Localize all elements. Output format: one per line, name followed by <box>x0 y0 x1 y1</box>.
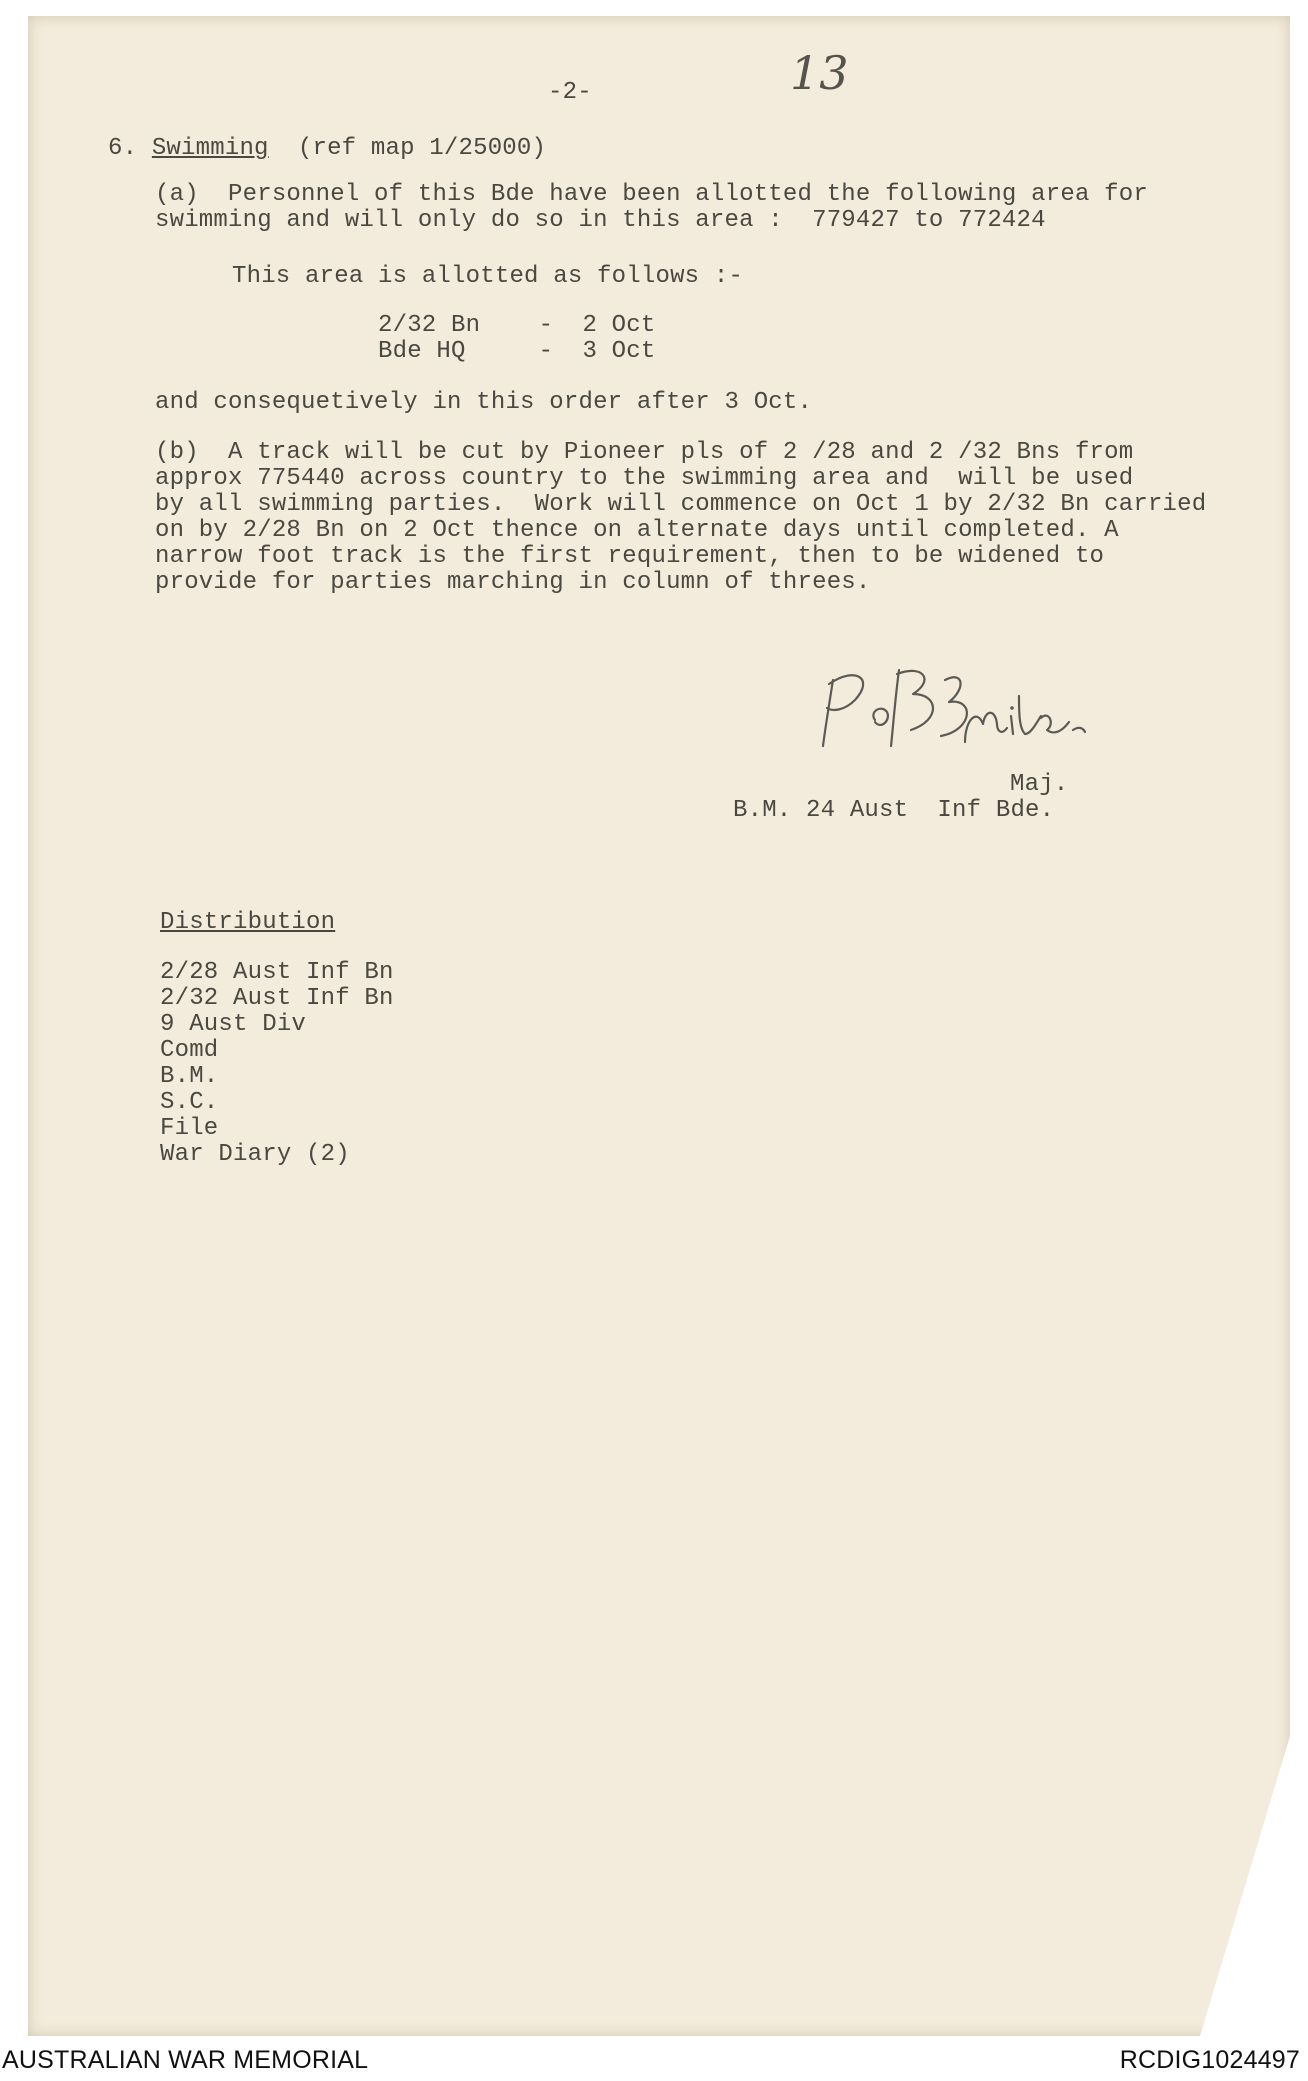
archive-credit: AUSTRALIAN WAR MEMORIAL <box>2 2046 369 2074</box>
allocation-row <box>378 313 655 339</box>
page-marker: -2- <box>548 79 592 106</box>
folio-number: 13 <box>790 46 849 100</box>
para-b-line-2: approx 775440 across country to the swimming area and will be used <box>155 465 1134 492</box>
distribution-item: Comd <box>160 1037 219 1064</box>
allocation-separator: - <box>538 312 554 339</box>
section-heading <box>108 136 546 162</box>
distribution-item: B.M. <box>160 1063 219 1090</box>
distribution-item: 9 Aust Div <box>160 1011 307 1038</box>
distribution-item: War Diary (2) <box>160 1141 350 1168</box>
para-a-line-2: swimming and will only do so in this area : 779427 to 772424 <box>155 207 1046 234</box>
para-b-line-1: (b) A track will be cut by Pioneer pls of 2 /28 and 2 /32 Bns from <box>155 439 1134 466</box>
para-a-closing: and consequetively in this order after 3 Oct. <box>155 389 813 416</box>
section-number: 6. <box>108 135 138 162</box>
handwritten-signature <box>815 650 1125 760</box>
allocation-date: 3 Oct <box>582 338 656 365</box>
signature-rank: Maj. <box>1010 771 1069 798</box>
distribution-item: S.C. <box>160 1089 219 1116</box>
signature-title: B.M. 24 Aust Inf Bde. <box>733 797 1055 824</box>
allocation-row <box>378 339 655 365</box>
para-b-line-4: on by 2/28 Bn on 2 Oct thence on alternate days until completed. A <box>155 517 1119 544</box>
allocation-separator: - <box>538 338 554 365</box>
distribution-heading: Distribution <box>160 909 336 936</box>
para-a-line-1: (a) Personnel of this Bde have been allotted the following area for <box>155 181 1148 208</box>
para-b-line-3: by all swimming parties. Work will commence on Oct 1 by 2/32 Bn carried <box>155 491 1207 518</box>
map-reference: (ref map 1/25000) <box>297 135 547 162</box>
para-b-line-6: provide for parties marching in column of threes. <box>155 569 871 596</box>
para-b-line-5: narrow foot track is the first requirement, then to be widened to <box>155 543 1105 570</box>
section-title: Swimming <box>151 135 269 162</box>
distribution-item: 2/32 Aust Inf Bn <box>160 985 394 1012</box>
allocation-date: 2 Oct <box>582 312 656 339</box>
torn-corner <box>1200 1736 1290 2036</box>
distribution-item: 2/28 Aust Inf Bn <box>160 959 394 986</box>
allocation-unit: Bde HQ <box>378 338 466 365</box>
distribution-item: File <box>160 1115 219 1142</box>
archive-reference-id: RCDIG1024497 <box>1119 2046 1300 2074</box>
allocation-intro: This area is allotted as follows :- <box>232 263 744 290</box>
allocation-unit: 2/32 Bn <box>378 312 481 339</box>
